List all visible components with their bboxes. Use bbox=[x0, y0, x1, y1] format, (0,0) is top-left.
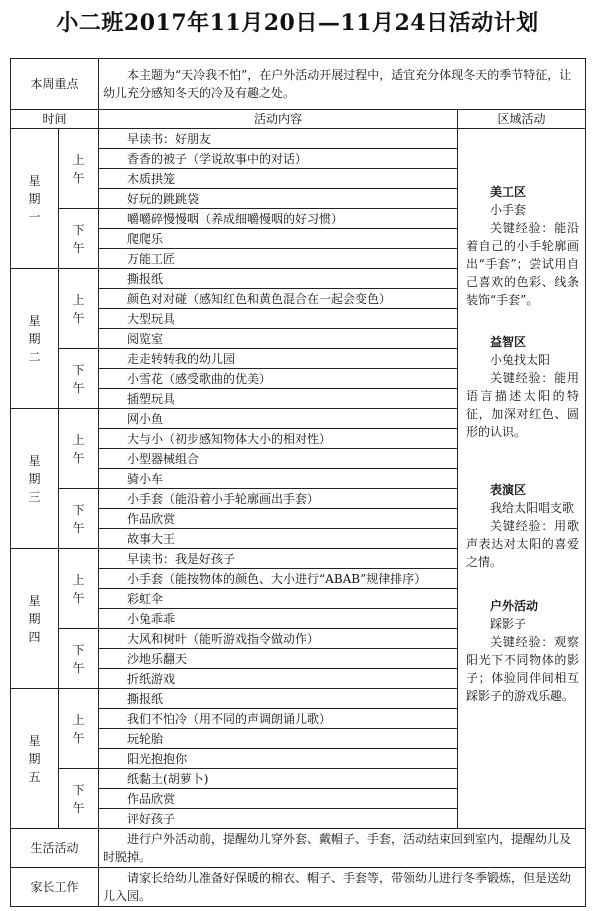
header-content: 活动内容 bbox=[99, 110, 458, 129]
zone-key-label: 关键经验： bbox=[490, 519, 555, 533]
day-name: 星期一 bbox=[28, 173, 41, 224]
half-day-name: 上午 bbox=[72, 292, 85, 325]
half-day-name: 下午 bbox=[72, 502, 85, 535]
parent-work-text: 请家长给幼儿准备好保暖的棉衣、帽子、手套等，带领幼儿进行冬季锻炼，但是送幼儿入园。 bbox=[99, 868, 586, 907]
activity-row bbox=[11, 129, 586, 149]
header-row bbox=[11, 110, 586, 129]
zone-title: 益智区 bbox=[490, 335, 527, 349]
zone-key-desc: 观察阳光下不同物体的影子；体验同伴间相互踩影子的游戏乐趣。 bbox=[466, 635, 580, 703]
activity-item: 玩轮胎 bbox=[99, 729, 458, 749]
morning-label bbox=[59, 549, 99, 629]
zone-activity: 小手套 bbox=[490, 203, 527, 217]
activity-item: 彩虹伞 bbox=[99, 589, 458, 609]
day-name: 星期五 bbox=[28, 733, 41, 784]
half-day-name: 上午 bbox=[72, 712, 85, 745]
afternoon-label bbox=[59, 349, 99, 409]
activity-item: 沙地乐翻天 bbox=[99, 649, 458, 669]
zone-activity: 踩影子 bbox=[490, 617, 527, 631]
zone-key-desc: 能沿着自己的小手轮廓画出“手套”；尝试用自己喜欢的色彩、线条装饰“手套”。 bbox=[466, 221, 580, 307]
activity-item: 网小鱼 bbox=[99, 409, 458, 429]
activity-item: 撕报纸 bbox=[99, 689, 458, 709]
activity-item: 大型玩具 bbox=[99, 309, 458, 329]
activity-item: 嚼嚼碎慢慢咽（养成细嚼慢咽的好习惯） bbox=[99, 209, 458, 229]
zone-key-desc: 能用语言描述太阳的特征，加深对红色、圆形的认识。 bbox=[466, 371, 580, 439]
zone-key-label: 关键经验： bbox=[490, 371, 555, 385]
zone-key-experience bbox=[466, 219, 579, 309]
activity-item: 作品欣赏 bbox=[99, 789, 458, 809]
activity-item: 撕报纸 bbox=[99, 269, 458, 289]
afternoon-label bbox=[59, 209, 99, 269]
afternoon-label bbox=[59, 489, 99, 549]
activity-item: 阳光抱抱你 bbox=[99, 749, 458, 769]
activity-item: 走走转转我的幼儿园 bbox=[99, 349, 458, 369]
zone-title: 表演区 bbox=[490, 483, 527, 497]
focus-row bbox=[11, 59, 586, 110]
activity-item: 我们不怕冷（用不同的声调朗诵儿歌） bbox=[99, 709, 458, 729]
activity-item: 阅览室 bbox=[99, 329, 458, 349]
activity-item: 作品欣赏 bbox=[99, 509, 458, 529]
half-day-name: 上午 bbox=[72, 432, 85, 465]
day-label bbox=[11, 269, 59, 409]
half-day-name: 上午 bbox=[72, 152, 85, 185]
zone-activity: 我给太阳唱支歌 bbox=[490, 501, 575, 515]
half-day-name: 下午 bbox=[72, 222, 85, 255]
focus-label: 本周重点 bbox=[11, 59, 99, 110]
activity-item: 早读书：好朋友 bbox=[99, 129, 458, 149]
activity-item: 小手套（能沿着小手轮廓画出手套） bbox=[99, 489, 458, 509]
afternoon-label bbox=[59, 629, 99, 689]
activity-item: 颜色对对碰（感知红色和黄色混合在一起会变色） bbox=[99, 289, 458, 309]
activity-item: 大风和树叶（能听游戏指令做动作） bbox=[99, 629, 458, 649]
activity-item: 早读书：我是好孩子 bbox=[99, 549, 458, 569]
half-day-name: 下午 bbox=[72, 782, 85, 815]
zone-key-experience bbox=[466, 633, 579, 705]
zone-key-label: 关键经验： bbox=[490, 221, 555, 235]
page-title: 小二班2017年11月20日—11月24日活动计划 bbox=[56, 10, 539, 36]
zone-spacer bbox=[466, 571, 579, 597]
life-activities-text: 进行户外活动前，提醒幼儿穿外套、戴帽子、手套，活动结束回到室内，提醒幼儿及时脱掉。 bbox=[99, 829, 586, 868]
day-label bbox=[11, 549, 59, 689]
activity-item: 故事大王 bbox=[99, 529, 458, 549]
activity-plan-table bbox=[10, 58, 586, 907]
day-label bbox=[11, 129, 59, 269]
activity-item: 小兔乖乖 bbox=[99, 609, 458, 629]
zone-activities bbox=[458, 129, 586, 829]
half-day-name: 下午 bbox=[72, 642, 85, 675]
activity-item: 好玩的跳跳袋 bbox=[99, 189, 458, 209]
parent-work-row bbox=[11, 868, 586, 907]
zone-spacer bbox=[466, 441, 579, 481]
day-label bbox=[11, 689, 59, 829]
focus-text: 本主题为“天冷我不怕”，在户外活动开展过程中，适宜充分体现冬天的季节特征，让幼儿充分感知冬天的冷及有趣之处。 bbox=[99, 59, 586, 110]
morning-label bbox=[59, 689, 99, 769]
activity-item: 插塑玩具 bbox=[99, 389, 458, 409]
activity-item: 万能工匠 bbox=[99, 249, 458, 269]
zone-key-label: 关键经验： bbox=[490, 635, 555, 649]
activity-item: 评好孩子 bbox=[99, 809, 458, 829]
activity-item: 爬爬乐 bbox=[99, 229, 458, 249]
activity-item: 小雪花（感受歌曲的优美） bbox=[99, 369, 458, 389]
half-day-name: 下午 bbox=[72, 362, 85, 395]
day-name: 星期三 bbox=[28, 453, 41, 504]
zone-title: 美工区 bbox=[490, 185, 527, 199]
day-name: 星期二 bbox=[28, 313, 41, 364]
day-name: 星期四 bbox=[28, 593, 41, 644]
zone-activity: 小兔找太阳 bbox=[490, 353, 551, 367]
morning-label bbox=[59, 129, 99, 209]
life-activities-label: 生活活动 bbox=[11, 829, 99, 868]
parent-work-label: 家长工作 bbox=[11, 868, 99, 907]
activity-item: 小手套（能按物体的颜色、大小进行“ABAB”规律排序） bbox=[99, 569, 458, 589]
activity-item: 纸黏土(胡萝卜) bbox=[99, 769, 458, 789]
activity-item: 木质拱笼 bbox=[99, 169, 458, 189]
zone-spacer bbox=[466, 309, 579, 333]
afternoon-label bbox=[59, 769, 99, 829]
activity-item: 香香的被子（学说故事中的对话） bbox=[99, 149, 458, 169]
activity-item: 小型器械组合 bbox=[99, 449, 458, 469]
zone-key-experience bbox=[466, 369, 579, 441]
zone-key-desc: 用歌声表达对太阳的喜爱之情。 bbox=[466, 519, 580, 569]
life-activities-row bbox=[11, 829, 586, 868]
day-label bbox=[11, 409, 59, 549]
half-day-name: 上午 bbox=[72, 572, 85, 605]
zone-title: 户外活动 bbox=[490, 599, 539, 613]
activity-item: 大与小（初步感知物体大小的相对性） bbox=[99, 429, 458, 449]
morning-label bbox=[59, 269, 99, 349]
header-time: 时间 bbox=[11, 110, 99, 129]
morning-label bbox=[59, 409, 99, 489]
activity-item: 骑小车 bbox=[99, 469, 458, 489]
zone-key-experience bbox=[466, 517, 579, 571]
header-zone: 区域活动 bbox=[458, 110, 586, 129]
activity-item: 折纸游戏 bbox=[99, 669, 458, 689]
